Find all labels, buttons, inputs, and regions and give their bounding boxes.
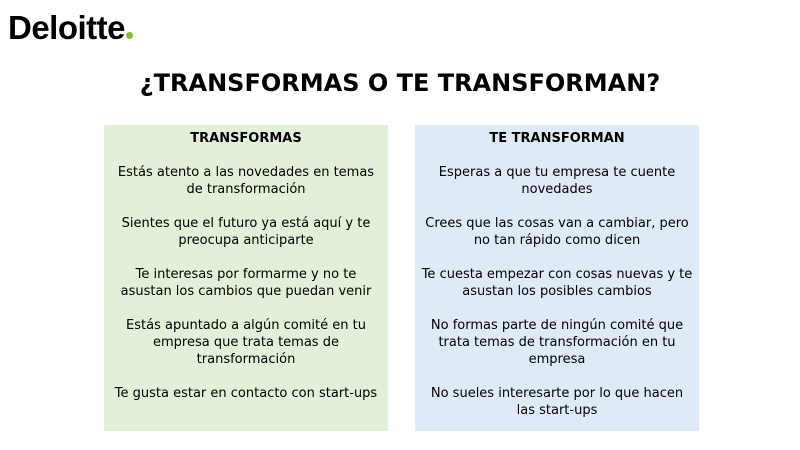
column-transformas bbox=[104, 125, 388, 431]
list-item: No formas parte de ningún comité que trata temas de transformación en tu empresa bbox=[430, 318, 684, 367]
page-title: ¿TRANSFORMAS O TE TRANSFORMAN? bbox=[139, 69, 661, 97]
list-item: Crees que las cosas van a cambiar, pero no tan rápido como dicen bbox=[425, 216, 689, 248]
column-te-transforman bbox=[415, 125, 699, 431]
list-item: Te cuesta empezar con cosas nuevas y te asustan los posibles cambios bbox=[421, 267, 693, 299]
column-heading: TRANSFORMAS bbox=[190, 131, 302, 146]
logo-dot bbox=[126, 32, 133, 39]
list-item: Estás apuntado a algún comité en tu empresa que trata temas de transformación bbox=[126, 318, 366, 367]
list-item: Te interesas por formarme y no te asustan los cambios que puedan venir bbox=[120, 267, 372, 299]
list-item: Esperas a que tu empresa te cuente novedades bbox=[438, 165, 676, 197]
list-item: No sueles interesarte por lo que hacen las start-ups bbox=[430, 386, 684, 418]
deloitte-logo bbox=[8, 8, 133, 48]
list-item: Te gusta estar en contacto con start-ups bbox=[114, 386, 378, 401]
column-heading: TE TRANSFORMAN bbox=[489, 131, 625, 146]
list-item: Sientes que el futuro ya está aquí y te preocupa anticiparte bbox=[121, 216, 371, 248]
list-item: Estás atento a las novedades en temas de transformación bbox=[117, 165, 375, 197]
logo-text: Deloitte bbox=[8, 9, 126, 46]
